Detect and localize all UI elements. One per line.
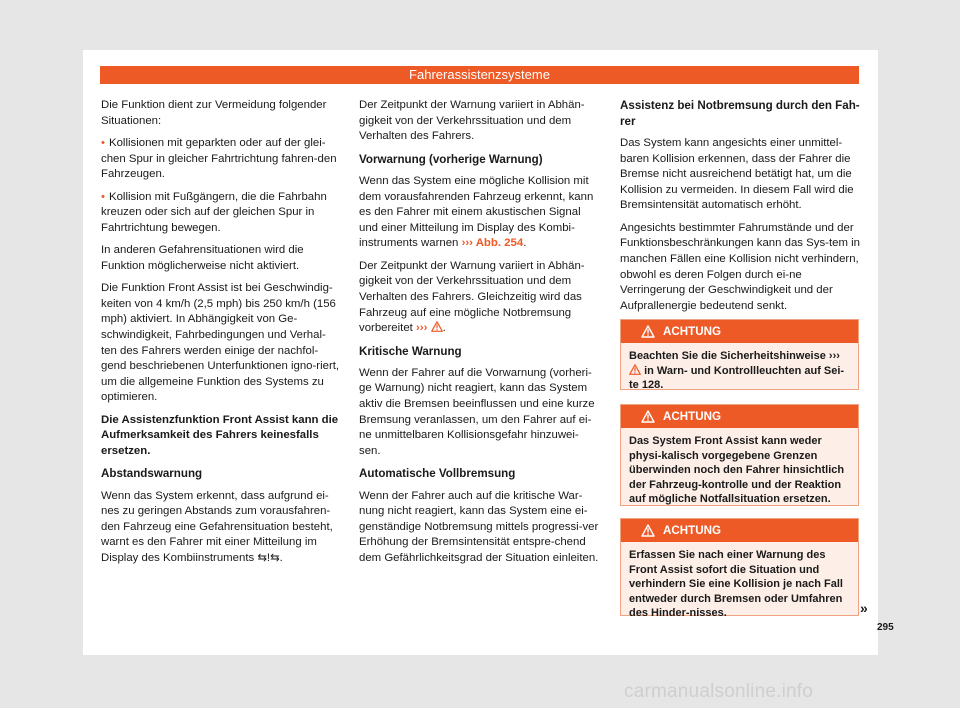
subheading: Automatische Vollbremsung — [359, 467, 516, 481]
bold-paragraph: Die Assistenzfunktion Front Assist kann die Aufmerksamkeit des Fahrers keinesfalls ersetzen. — [101, 413, 339, 457]
bullet-text: Kollisionen mit geparkten oder auf der glei-chen Spur in gleicher Fahrtrichtung fahren-den Fahrzeugen. — [101, 136, 337, 181]
warning-triangle-icon — [641, 325, 655, 338]
paragraph: Der Zeitpunkt der Warnung variiert in Abhän-gigkeit von der Verkehrssituation und dem Verhalten des Fahrers. — [359, 99, 585, 143]
warning-text: Erfassen Sie nach einer Warnung des Front Assist sofort die Situation und verhindern Sie eine Kollision je nach Fall entweder durch Bremsen oder Umfahren des Hinder-nisses. — [629, 549, 843, 619]
warning-box-header — [621, 405, 858, 428]
warning-text — [621, 343, 858, 400]
continue-arrow-icon: » — [860, 600, 868, 616]
warning-title: ACHTUNG — [663, 410, 721, 423]
subheading: Abstandswarnung — [101, 467, 203, 481]
warning-title: ACHTUNG — [663, 325, 721, 338]
paragraph: Die Funktion dient zur Vermeidung folgender Situationen: — [101, 99, 327, 127]
paragraph-text: Der Zeitpunkt der Warnung variiert in Abhän-gigkeit von der Verkehrssituation und dem Verhalten des Fahrers. Gleichzeitig wird das Fahrzeug auf eine mögliche Notbremsung vorbereitet — [359, 259, 585, 335]
period: . — [523, 237, 527, 250]
subheading: Kritische Warnung — [359, 344, 462, 358]
subheading: Assistenz bei Notbremsung durch den Fah-rer — [620, 99, 860, 128]
front-assist-symbol-icon: ⇆!⇆ — [257, 552, 280, 565]
column-2 — [359, 98, 599, 573]
paragraph-text: Wenn das System eine mögliche Kollision mit dem vorausfahrenden Fahrzeug erkennt, kann es den Fahrer mit einem akustischen Signal und einer Mitteilung im Display des Kombi-instruments warnen — [359, 174, 594, 250]
column-3 — [620, 98, 860, 321]
warning-box-header — [621, 320, 858, 343]
watermark: carmanualsonline.info — [624, 681, 814, 702]
paragraph: In anderen Gefahrensituationen wird die Funktion möglicherweise nicht aktiviert. — [101, 244, 304, 272]
warning-triangle-icon — [641, 410, 655, 423]
paragraph-text: Wenn das System erkennt, dass aufgrund ei-nes zu geringen Abstands zum vorausfahren-den Fahrzeug eine Gefahrensituation besteht, warnt es den Fahrer mit einer Mitteilung im Display des Kombiinstruments — [101, 489, 333, 565]
paragraph: Der Zeitpunkt der Warnung variiert in Abhän-gigkeit von der Verkehrssituation und dem Verhalten des Fahrers. Gleichzeitig wird das Fahrzeug auf eine mögliche Notbremsung vorbereitet ››› . — [359, 259, 585, 335]
paragraph: Die Funktion Front Assist ist bei Geschwindig-keiten von 4 km/h (2,5 mph) bis 250 km/h (156 mph) aktiviert. In Abhängigkeit von Ge-schwindigkeit, Fahrbedingungen und Verhal-ten des Fahrers werden einige der nachfol-gend beschriebenen Unterfunktionen igno-riert, um die allgemeine Funktion des Systems zu optimieren. — [101, 282, 340, 404]
bullet-item — [101, 190, 341, 237]
bullet-item — [101, 136, 341, 183]
paragraph: Wenn der Fahrer auch auf die kritische War-nung nicht reagiert, kann das System eine ei-genständige Notbremsung mittels progressi-ver Erhöhung der Bremsintensität entspre-chend dem Gefährlichkeitsgrad der Situation einleiten. — [359, 489, 599, 565]
bullet-text: Kollision mit Fußgängern, die die Fahrbahn kreuzen oder sich auf der gleichen Spur in Fahrtrichtung bewegen. — [101, 190, 327, 234]
warning-box — [620, 319, 859, 390]
paragraph: Wenn der Fahrer auf die Vorwarnung (vorheri-ge Warnung) nicht reagiert, kann das System aktiv die Bremsen beeinflussen und eine kurze Bremsung veranlassen, um den Fahrer auf ei-ne unmittelbaren Kollisionsgefahr hinzuwei-sen. — [359, 366, 595, 457]
period: . — [279, 552, 283, 565]
section-header: Fahrerassistenzsysteme — [100, 66, 859, 84]
paragraph: Das System kann angesichts einer unmittel-baren Kollision erkennen, dass der Fahrer die Bremse nicht ausreichend betätigt hat, um die Kollision zu vermeiden. In diesem Fall wird die Bremsintensität automatisch erhöht. — [620, 136, 854, 212]
warning-text-part: Beachten Sie die Sicherheitshinweise ››› — [629, 350, 840, 362]
warning-title: ACHTUNG — [663, 524, 721, 537]
column-1 — [101, 98, 341, 573]
warning-text: Das System Front Assist kann weder physi-kalisch vorgegebene Grenzen überwinden noch den Fahrer hinsichtlich der Fahrzeug-kontrolle und der Reaktion auf mögliche Notfallsituation ersetzen. — [629, 435, 845, 505]
paragraph — [101, 489, 341, 567]
subheading: Vorwarnung (vorherige Warnung) — [359, 152, 543, 166]
paragraph: Angesichts bestimmter Fahrumstände und der Funktionsbeschränkungen kann das Sys-tem in manchen Fällen eine Kollision nicht verhindern, obwohl es deren Folgen durch ei-ne Verringerung der Geschwindigkeit und der Aufprallenergie bedeutend senkt. — [620, 221, 860, 312]
warning-triangle-icon — [641, 524, 655, 537]
figure-reference-link[interactable]: ››› Abb. 254 — [461, 237, 524, 250]
page-number: 295 — [877, 622, 894, 633]
warning-box — [620, 518, 859, 619]
warning-box — [620, 404, 859, 506]
paragraph — [359, 174, 599, 252]
warning-reference-link[interactable]: ››› — [416, 322, 428, 335]
warning-box-header — [621, 519, 858, 542]
warning-triangle-icon[interactable] — [629, 364, 641, 375]
warning-text-part: in Warn- und Kontrollleuchten auf Sei-te 128. — [629, 364, 845, 391]
warning-triangle-icon[interactable] — [431, 321, 443, 332]
